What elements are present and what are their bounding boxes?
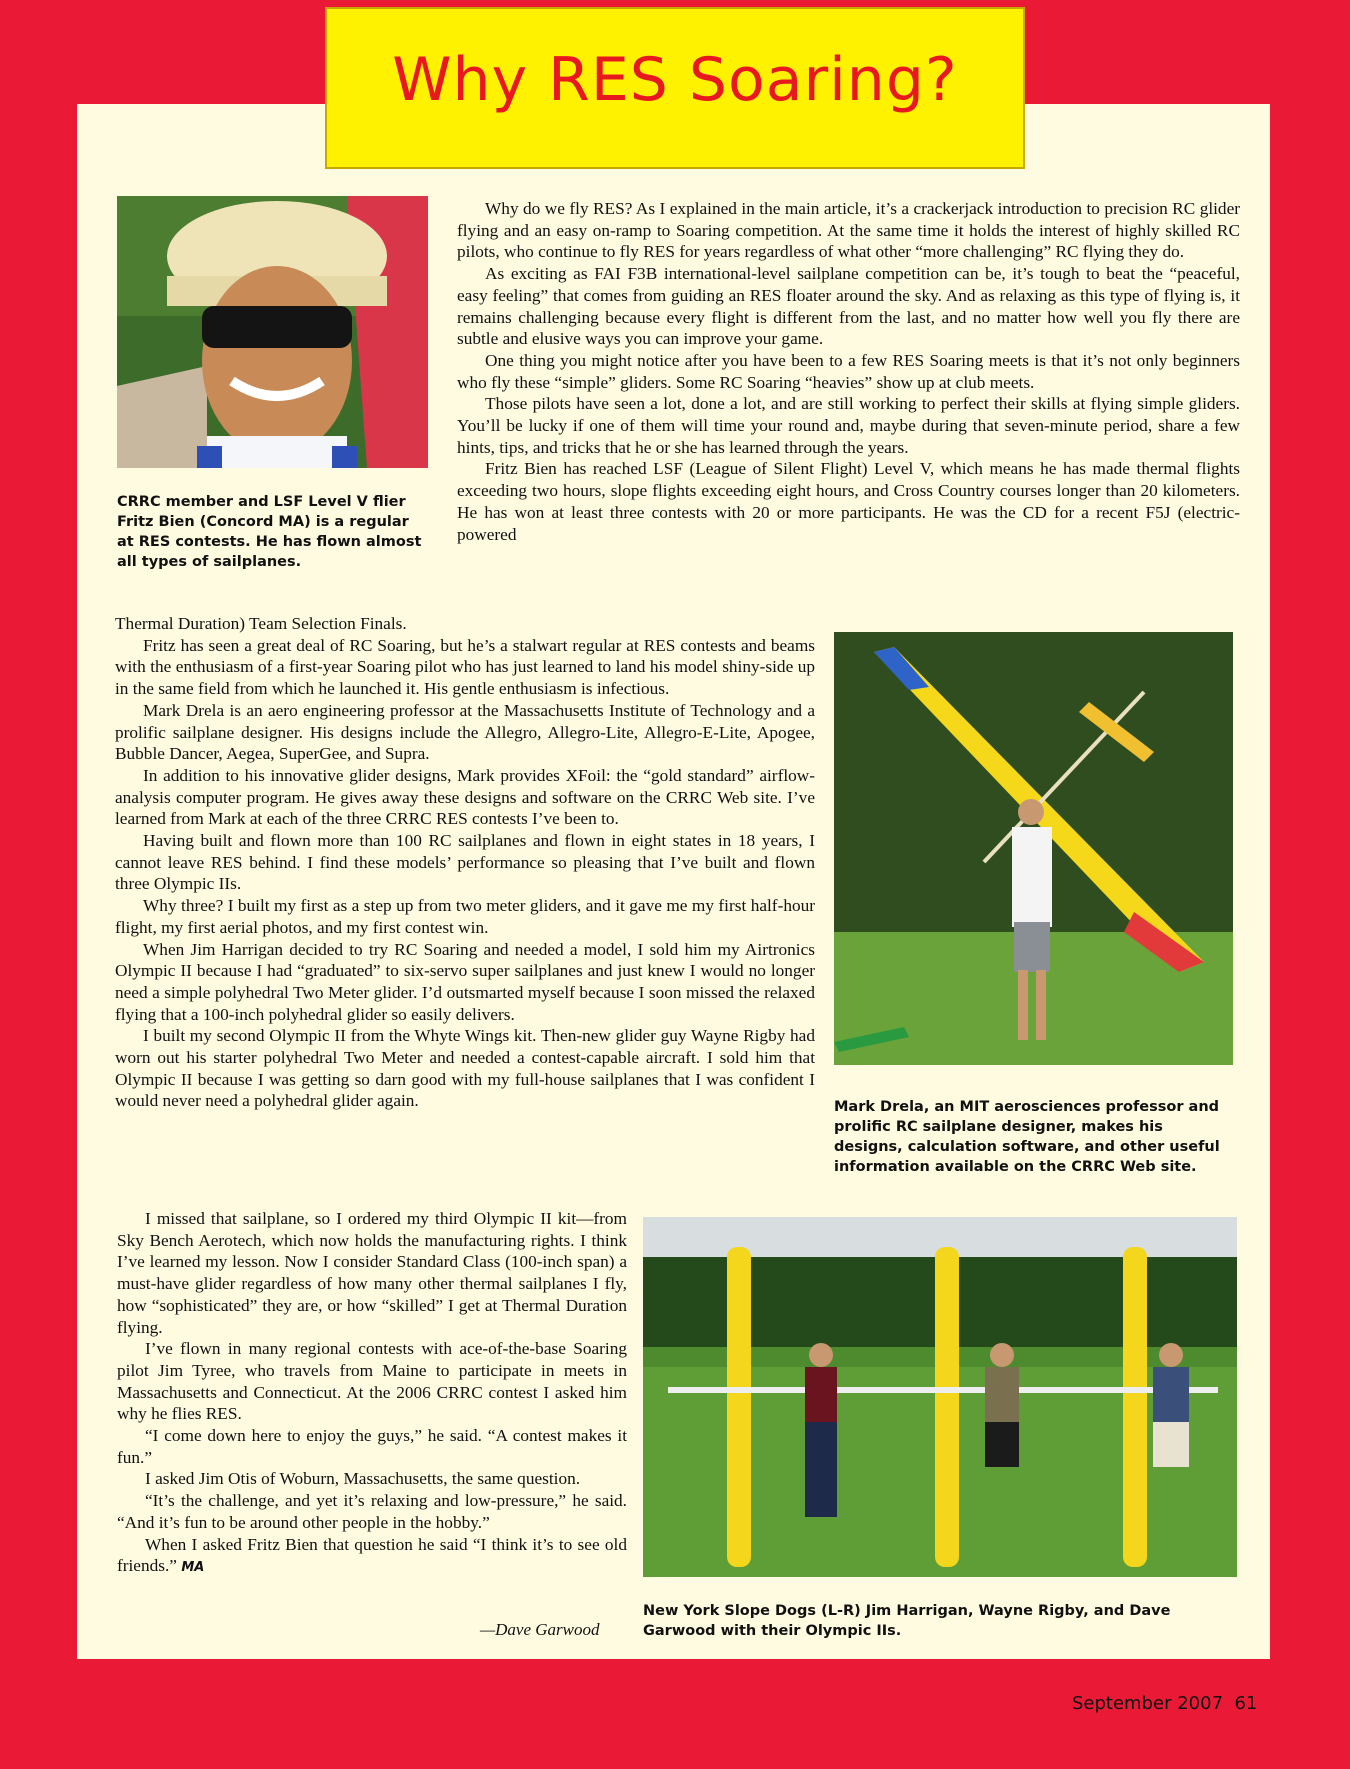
paragraph: Mark Drela is an aero engineering professor at the Massachusetts Institute of Technology and a prolific sailplane designer. His designs include the Allegro, Allegro-Lite, Allegro-E-Lite, Apogee, Bubble Dancer, Aegea, SuperGee, and Supra. xyxy=(115,700,815,764)
paragraph: In addition to his innovative glider designs, Mark provides XFoil: the “gold standard” airflow-analysis computer program. He gives away these designs and software on the CRRC Web site. I’ve learned from Mark at each of the three CRRC RES contests I’ve been to. xyxy=(115,765,815,829)
paragraph: Fritz Bien has reached LSF (League of Silent Flight) Level V, which means he has made thermal flights exceeding two hours, slope flights exceeding eight hours, and Cross Country courses longer than 20 kilometers. He has won at least three contests with 20 or more participants. He was the CD for a recent F5J (electric-powered xyxy=(457,459,1240,544)
article-column-1 xyxy=(457,198,1240,545)
paragraph: Thermal Duration) Team Selection Finals. xyxy=(115,614,407,633)
paragraph: Those pilots have seen a lot, done a lot, and are still working to perfect their skills at flying simple gliders. You’ll be lucky if one of them will time your round and, maybe during that seven-minute period, share a few hints, tips, and tricks that he or she has learned through the years. xyxy=(457,394,1240,457)
footer-month: September 2007 xyxy=(1072,1693,1224,1714)
group-photo xyxy=(643,1217,1237,1577)
paragraph: Why do we fly RES? As I explained in the main article, it’s a crackerjack introduction to precision RC glider flying and an easy on-ramp to Soaring competition. At the same time it holds the interest of highly skilled RC pilots, who continue to fly RES for years regardless of what other “more challenging” RC flying they do. xyxy=(457,199,1240,262)
paragraph: As exciting as FAI F3B international-level sailplane competition can be, it’s tough to beat the “peaceful, easy feeling” that comes from guiding an RES floater around the sky. And as relaxing as this type of flying is, it remains challenging because every flight is different from the last, and no matter how well you fly there are subtle and elusive ways you can improve your game. xyxy=(457,264,1240,349)
glider-caption: Mark Drela, an MIT aerosciences professor and prolific RC sailplane designer, makes his designs, calculation software, and other useful information available on the CRRC Web site. xyxy=(834,1099,1220,1175)
paragraph: I built my second Olympic II from the Whyte Wings kit. Then-new glider guy Wayne Rigby had worn out his starter polyhedral Two Meter and needed a contest-capable aircraft. I sold him that Olympic II because I was getting so darn good with my full-house sailplanes that I was confident I would never need a polyhedral glider again. xyxy=(115,1026,815,1111)
paragraph: I missed that sailplane, so I ordered my third Olympic II kit—from Sky Bench Aerotech, which now holds the manufacturing rights. I think I’ve learned my lesson. Now I consider Standard Class (100-inch span) a must-have glider regardless of how many other thermal sailplanes I fly, how “sophisticated” they are, or how “skilled” I get at Thermal Duration flying. xyxy=(117,1209,627,1337)
paragraph: Fritz has seen a great deal of RC Soaring, but he’s a stalwart regular at RES contests and beams with the enthusiasm of a first-year Soaring pilot who has just learned to land his model shiny-side up in the same field from which he launched it. His gentle enthusiasm is infectious. xyxy=(115,635,815,699)
paragraph: One thing you might notice after you have been to a few RES Soaring meets is that it’s not only beginners who fly these “simple” gliders. Some RC Soaring “heavies” show up at club meets. xyxy=(457,350,1240,392)
paragraph xyxy=(117,1534,627,1579)
glider-photo xyxy=(834,632,1233,1065)
end-mark: MA xyxy=(181,1560,205,1576)
title-banner xyxy=(325,7,1025,169)
author-signature: —Dave Garwood xyxy=(480,1620,600,1639)
closing-line: When I asked Fritz Bien that question he said “I think it’s to see old friends.” xyxy=(117,1534,627,1576)
paragraph: When Jim Harrigan decided to try RC Soaring and needed a model, I sold him my Airtronics Olympic II because I had “graduated” to six-servo super sailplanes and just knew I would no longer need a simple polyhedral Two Meter glider. I’d outsmarted myself because I soon missed the relaxed flying that a 100-inch polyhedral glider so easily delivers. xyxy=(115,939,815,1024)
paragraph: I’ve flown in many regional contests with ace-of-the-base Soaring pilot Jim Tyree, who travels from Maine to participate in meets in Massachusetts and Connecticut. At the 2006 CRRC contest I asked him why he flies RES. xyxy=(117,1339,627,1424)
page-title: Why RES Soaring? xyxy=(392,45,958,115)
article-column-3 xyxy=(117,1208,627,1579)
paragraph: Why three? I built my first as a step up from two meter gliders, and it gave me my first half-hour flight, my first aerial photos, and my first contest win. xyxy=(115,896,815,937)
portrait-photo xyxy=(117,196,428,468)
page-number: 61 xyxy=(1234,1693,1258,1714)
group-caption: New York Slope Dogs (L-R) Jim Harrigan, Wayne Rigby, and Dave Garwood with their Olympic IIs. xyxy=(643,1603,1171,1639)
paragraph: Having built and flown more than 100 RC sailplanes and flown in eight states in 18 years, I cannot leave RES behind. I find these models’ performance so pleasing that I’ve built and flown three Olympic IIs. xyxy=(115,831,815,894)
page-footer xyxy=(1072,1693,1257,1714)
paragraph: I asked Jim Otis of Woburn, Massachusetts, the same question. xyxy=(145,1469,581,1489)
portrait-caption: CRRC member and LSF Level V flier Fritz Bien (Concord MA) is a regular at RES contests. He has flown almost all types of sailplanes. xyxy=(117,494,422,570)
paragraph: “It’s the challenge, and yet it’s relaxing and low-pressure,” he said. “And it’s fun to be around other people in the hobby.” xyxy=(117,1491,627,1532)
article-column-2 xyxy=(115,613,815,1112)
paragraph: “I come down here to enjoy the guys,” he said. “A contest makes it fun.” xyxy=(117,1426,627,1467)
